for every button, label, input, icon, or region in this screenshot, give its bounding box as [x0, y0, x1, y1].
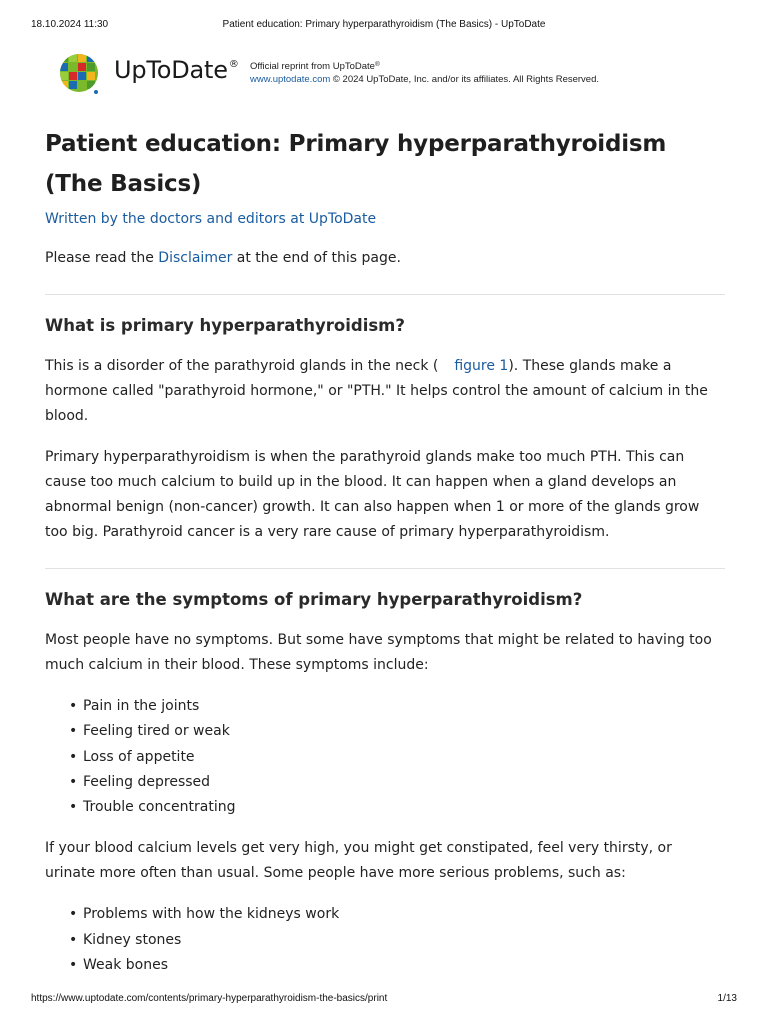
paragraph-high-calcium: If your blood calcium levels get very high, you might get constipated, feel very thirsty, or urinate more often than usual. Some people have more serious problems, such as: [45, 840, 672, 882]
copyright-text: © 2024 UpToDate, Inc. and/or its affiliates. All Rights Reserved. [330, 74, 600, 85]
figure-1-link[interactable]: figure 1 [454, 358, 509, 374]
print-datetime: 18.10.2024 11:30 [31, 19, 109, 30]
page-title: Patient education: Primary hyperparathyroidism (The Basics) [45, 131, 667, 197]
paragraph-causes: Primary hyperparathyroidism is when the parathyroid glands make too much PTH. This can cause too much calcium to build up in the blood. It can happen when a gland develops an abnormal benign (non-cancer) growth. It can also happen when 1 or more of the glands grow too big. Parathyroid cancer is a very rare cause of primary hyperparathyroidism. [45, 449, 700, 540]
bullet-icon: • [69, 906, 78, 923]
bullet-icon: • [69, 931, 78, 948]
disclaimer-note: Please read the Disclaimer at the end of this page. [45, 250, 401, 266]
print-url: https://www.uptodate.com/contents/primary-hyperparathyroidism-the-basics/print [31, 993, 388, 1004]
uptodate-logo-icon [58, 52, 102, 96]
article [45, 124, 725, 978]
symptoms-list [45, 694, 725, 820]
brand-name: UpToDate® [114, 56, 239, 84]
list-item: • Problems with how the kidneys work [69, 902, 725, 927]
print-page-title: Patient education: Primary hyperparathyroidism (The Basics) - UpToDate [222, 19, 546, 30]
bullet-icon: • [69, 773, 78, 790]
disclaimer-link[interactable]: Disclaimer [158, 250, 233, 266]
paragraph-symptoms-intro: Most people have no symptoms. But some have symptoms that might be related to having too much calcium in their blood. These symptoms include: [45, 632, 712, 673]
print-header [31, 19, 737, 33]
list-item: • Loss of appetite [69, 745, 725, 770]
bullet-icon: • [69, 748, 78, 765]
bullet-icon: • [69, 957, 78, 974]
section-heading-what-is: What is primary hyperparathyroidism? [45, 316, 405, 335]
bullet-icon: • [69, 698, 78, 714]
list-item: • Weak bones [69, 953, 725, 978]
list-item: • Feeling depressed [69, 770, 725, 795]
bullet-icon: • [69, 723, 78, 740]
reprint-notice: Official reprint from UpToDate® www.uptodate.com © 2024 UpToDate, Inc. and/or its affiliates. All Rights Reserved. [250, 61, 600, 85]
print-footer [31, 993, 737, 1007]
bullet-icon: • [69, 799, 78, 816]
list-item: • Kidney stones [69, 928, 725, 953]
uptodate-site-link[interactable]: www.uptodate.com [250, 74, 331, 85]
section-divider [45, 568, 725, 569]
list-item: • Feeling tired or weak [69, 719, 725, 744]
list-item: • Trouble concentrating [69, 795, 725, 820]
page-number: 1/13 [717, 993, 737, 1004]
problems-list [45, 902, 725, 978]
paragraph-definition: This is a disorder of the parathyroid glands in the neck ( figure 1). These glands make a hormone called "parathyroid hormone," or "PTH." It helps control the amount of calcium in the blood. [45, 358, 708, 424]
list-item: • Pain in the joints [69, 694, 725, 719]
section-divider [45, 294, 725, 295]
reprint-text: Official reprint from UpToDate [250, 61, 375, 72]
byline-link[interactable]: Written by the doctors and editors at UpToDate [45, 211, 377, 227]
section-heading-symptoms: What are the symptoms of primary hyperparathyroidism? [45, 590, 583, 609]
